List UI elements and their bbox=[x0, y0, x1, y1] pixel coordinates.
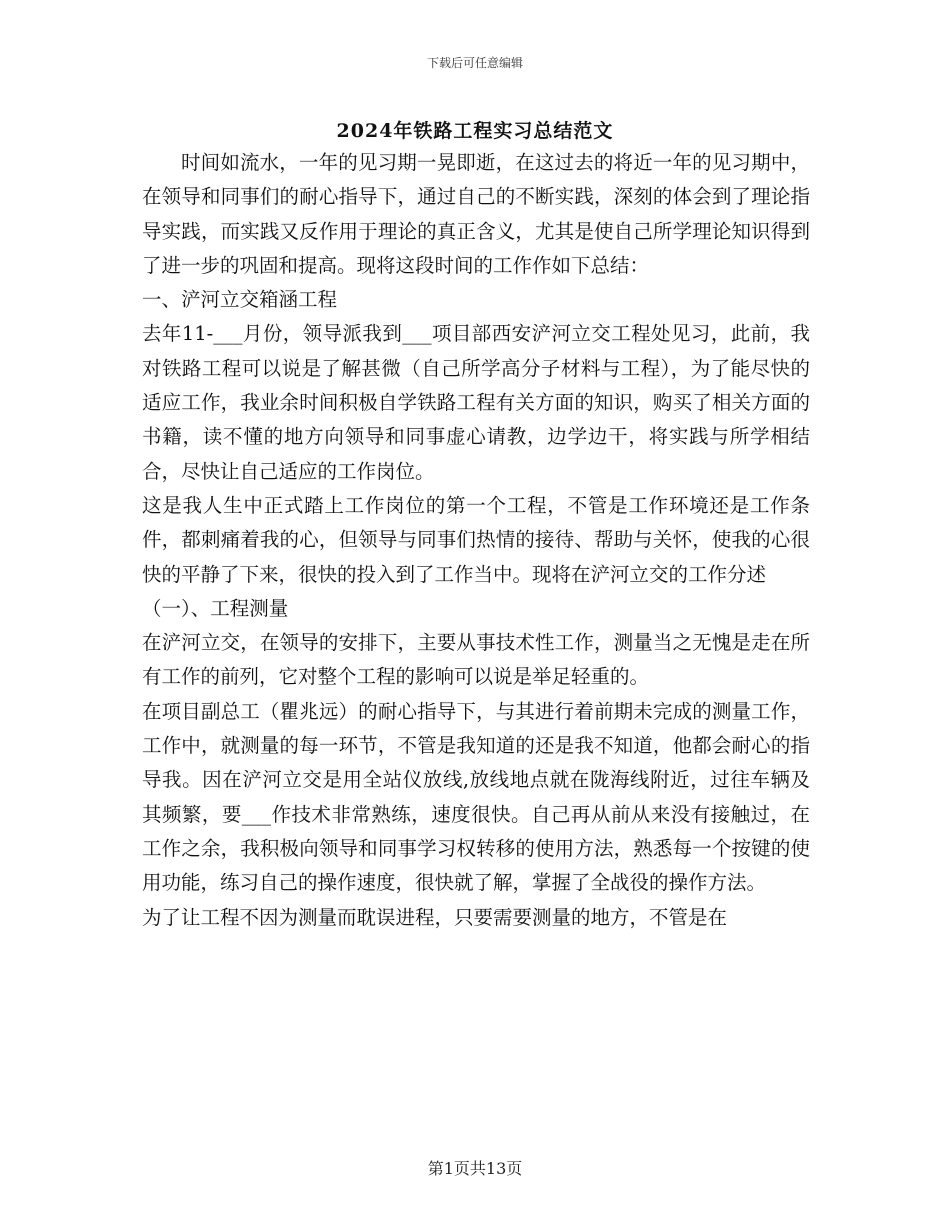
paragraph: 时间如流水，一年的见习期一晃即逝，在这过去的将近一年的见习期中，在领导和同事们的耐心指导下，通过自己的不断实践，深刻的体会到了理论指导实践，而实践又反作用于理论的真正含义，尤其是使自己所学理论知识得到了进一步的巩固和提高。现将这段时间的工作作如下总结： bbox=[142, 151, 810, 277]
paragraph: 在浐河立交，在领导的安排下，主要从事技术性工作，测量当之无愧是走在所有工作的前列，它对整个工程的影响可以说是举足轻重的。 bbox=[142, 631, 810, 689]
header-note: 下载后可任意编辑 bbox=[426, 56, 523, 70]
page-number: 第1页共13页 bbox=[427, 1159, 523, 1178]
section-heading: 一、浐河立交箱涵工程 bbox=[142, 288, 338, 312]
subsection-heading: （一）、工程测量 bbox=[142, 596, 289, 620]
document-title: 2024年铁路工程实习总结范文 bbox=[336, 120, 614, 142]
paragraph: 这是我人生中正式踏上工作岗位的第一个工程，不管是工作环境还是工作条件，都刺痛着我的心，但领导与同事们热情的接待、帮助与关怀，使我的心很快的平静了下来，很快的投入到了工作当中。现将在浐河立交的工作分述 bbox=[142, 493, 810, 586]
paragraph: 在项目副总工（瞿兆远）的耐心指导下，与其进行着前期未完成的测量工作，工作中，就测量的每一环节，不管是我知道的还是我不知道，他都会耐心的指导我。因在浐河立交是用全站仪放线,放线地点就在陇海线附近，过往车辆及其频繁，要___作技术非常熟练，速度很快。自己再从前从来没有接触过，在工作之余，我积极向领导和同事学习权转移的使用方法，熟悉每一个按键的使用功能，练习自己的操作速度，很快就了解，掌握了全战役的操作方法。 bbox=[142, 699, 810, 895]
document-body bbox=[142, 146, 810, 935]
paragraph: 为了让工程不因为测量而耽误进程，只要需要测量的地方，不管是在 bbox=[142, 905, 728, 929]
paragraph: 去年11-___月份，领导派我到___项目部西安浐河立交工程处见习，此前，我对铁路工程可以说是了解甚微（自己所学高分子材料与工程），为了能尽快的适应工作，我业余时间积极自学铁路工程有关方面的知识，购买了相关方面的书籍，读不懂的地方向领导和同事虚心请教，边学边干，将实践与所学相结合，尽快让自己适应的工作岗位。 bbox=[142, 322, 810, 483]
